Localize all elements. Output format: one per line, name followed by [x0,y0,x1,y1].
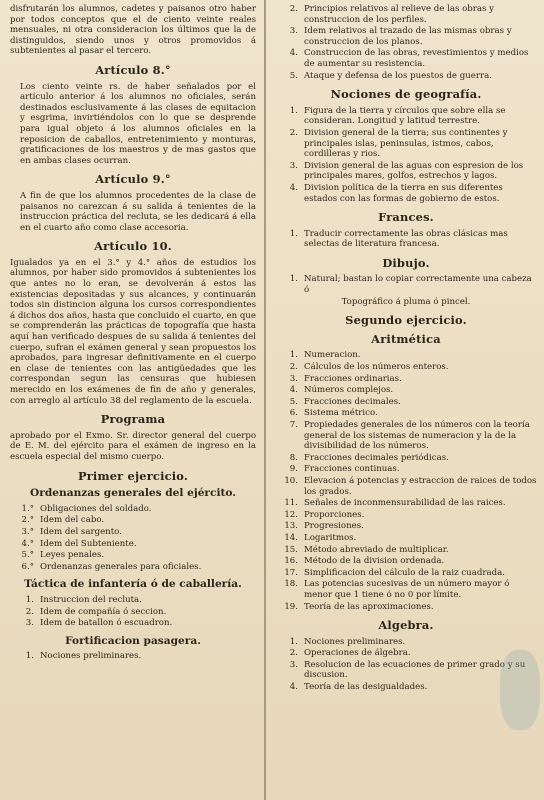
segundo-ejercicio-title: Segundo ejercicio. [345,313,467,328]
column-divider [264,0,266,800]
item-number: 3. [289,659,298,670]
list-item [274,521,538,532]
item-number: 11. [284,498,298,509]
list-item [10,651,256,662]
item-number: 1. [289,274,298,285]
item-text: Logaritmos. [304,532,357,543]
list-item [274,453,538,464]
list-item [274,128,538,160]
item-number: 1. [25,594,34,605]
ordenanzas-list [10,504,256,573]
item-text: Construccion de las obras, revestimientos y medios de aumentar su resistencia. [304,48,529,69]
list-item [10,607,256,618]
list-item [274,579,538,600]
algebra-title: Algebra. [378,618,434,633]
list-item [274,648,538,659]
item-text: Idem del cabo. [40,515,105,526]
item-text: Fracciones continuas. [304,464,400,475]
dibujo-list [274,274,538,295]
list-item [10,562,256,573]
item-number: 5. [289,70,298,81]
dibujo-title: Dibujo. [382,255,430,270]
item-text: Operaciones de álgebra. [304,648,411,659]
item-text: Sistema métrico. [304,408,378,419]
list-item [274,682,538,693]
item-number: 17. [284,567,298,578]
item-text: Progresiones. [304,521,364,532]
item-text: Division general de la tierra; sus continentes y principales islas, peninsulas, istmos, cabos, cordilleras y rios. [304,127,508,160]
list-item [274,660,538,681]
aritmetica-list [274,350,538,612]
item-text: Principios relativos al relieve de las obras y construccion de los perfiles. [304,4,495,25]
list-item [274,637,538,648]
item-number: 4. [289,48,298,59]
item-text: Idem del sargento. [40,526,122,537]
geografia-title: Nociones de geografía. [330,87,482,102]
list-item [274,274,538,295]
item-number: 3. [289,373,298,384]
list-item [274,106,538,127]
fortificacion-title: Fortificacion pasagera. [65,634,201,647]
item-number: 4. [289,385,298,396]
item-text: Nociones preliminares. [304,636,406,647]
item-number: 7. [289,420,298,430]
list-item [274,420,538,452]
programa-title: Programa [100,412,166,427]
list-item [274,568,538,579]
item-number: 13. [284,521,298,532]
list-item [10,539,256,550]
article-9-title: Artículo 9.° [95,172,171,187]
item-number: 1. [289,228,298,239]
item-number: 4. [289,682,298,693]
item-text: Numeracion. [304,350,361,361]
list-item [10,515,256,526]
list-item [274,374,538,385]
list-item [274,556,538,567]
list-item [274,26,538,47]
item-number: 2. [289,127,298,138]
item-number: 6. [289,408,298,419]
item-number: 16. [284,556,298,567]
item-text: Proporciones. [304,509,365,520]
fortificacion-list [10,651,256,662]
list-item [10,618,256,629]
list-item [274,362,538,373]
list-item [10,550,256,561]
intro-paragraph: disfrutarán los alumnos, cadetes y paisanos otro haber por todos conceptos que el de ciento veinte reales mensuales, ni otra consideracion los últimos que la de distinguidos, siendo unos y otros promovidos á subtenientes al pasar el tercero. [10,4,256,57]
list-item [274,4,538,25]
item-text: Natural; bastan lo copiar correctamente una cabeza ó [304,274,532,296]
item-text: Simplificacion del cálculo de la raiz cuadrada. [304,567,505,578]
list-item [10,504,256,515]
item-text: Leyes penales. [40,550,105,561]
item-number: 18. [284,579,298,590]
list-item [274,533,538,544]
list-item [274,408,538,419]
item-number: 1.° [21,503,34,514]
item-number: 4. [289,182,298,193]
item-text: Método abreviado de multiplicar. [304,544,449,555]
list-item [10,527,256,538]
programa-text: aprobado por el Exmo. Sr. director general del cuerpo de E. M. del ejército para el exámen de ingreso en la escuela especial del mismo cuerpo. [10,430,256,462]
item-text: Idem de batallon ó escuadron. [40,618,173,629]
item-text: Señales de inconmensurabilidad de las raices. [304,498,506,509]
item-text: Propiedades generales de los números con la teoría general de los sistemas de numeracion y la de la divisibilidad de los números. [304,420,530,452]
item-text: Teoría de las aproximaciones. [304,601,434,612]
item-text: Teoría de las desigualdades. [304,682,428,693]
list-item [274,48,538,69]
item-text: Idem relativos al trazado de las mismas obras y construccion de los planos. [304,26,512,47]
geografia-list [274,106,538,204]
frances-list [274,229,538,250]
item-text: Fracciones decimales. [304,396,401,407]
article-10-title: Artículo 10. [94,239,172,254]
dibujo-topografico: Topográfico á pluma ó pincel. [341,296,471,307]
list-item [274,602,538,613]
item-text: Fracciones ordinarias. [304,373,402,384]
list-item [274,510,538,521]
item-text: Las potencias sucesivas de un número mayor ó menor que 1 tiene ó no 0 por límite. [304,579,510,600]
item-number: 4.° [21,538,34,549]
item-number: 6.° [21,561,34,572]
item-text: Fracciones decimales periódicas. [304,452,449,463]
item-number: 2. [289,362,298,373]
item-number: 1. [289,350,298,361]
algebra-list [274,637,538,693]
tactica-title: Táctica de infantería ó de caballería. [24,578,242,591]
item-text: Resolucion de las ecuaciones de primer grado y su discusion. [304,659,526,681]
list-item [274,464,538,475]
item-number: 15. [284,544,298,555]
item-text: Cálculos de los números enteros. [304,362,449,373]
item-text: Números complejos. [304,385,394,396]
item-text: Ordenanzas generales para oficiales. [40,561,202,572]
fortificacion-continued-list [274,4,538,81]
item-number: 2. [289,4,298,14]
item-text: Figura de la tierra y círculos que sobre ella se consideran. Longitud y latitud terrestre. [304,105,506,127]
list-item [274,385,538,396]
aritmetica-title: Aritmética [371,331,441,346]
item-number: 3. [25,618,34,629]
list-item [274,498,538,509]
item-text: Idem de compañía ó seccion. [40,606,167,617]
item-number: 2.° [21,515,34,526]
item-text: Ataque y defensa de los puestos de guerra. [304,70,492,81]
item-number: 5. [289,396,298,407]
list-item [274,545,538,556]
tactica-list [10,595,256,629]
item-text: Obligaciones del soldado. [40,503,152,514]
item-number: 12. [284,509,298,520]
item-number: 2. [289,648,298,659]
article-8-text: Los ciento veinte rs. de haber señalados por el artículo anterior á los alumnos no oficiales, serán destinados esclusivamente á las clases de equitacion y esgrima, invirtiéndolos con lo que se desprende para igual objeto á los alumnos oficiales en la reposicion de caballos, entretenimiento y monturas, gratificaciones de los maestros y de mas gastos que en ambas clases ocurran. [20,81,256,166]
list-item [274,183,538,204]
list-item [274,476,538,497]
item-number: 19. [284,601,298,612]
list-item [274,229,538,250]
list-item [274,71,538,82]
item-text: Division política de la tierra en sus diferentes estados con las formas de gobierno de estos. [304,182,503,204]
item-text: Elevacion á potencias y estraccion de raices de todos los grados. [304,475,537,497]
frances-title: Frances. [378,210,434,225]
list-item [274,350,538,361]
list-item [274,161,538,182]
primer-ejercicio-title: Primer ejercicio. [77,468,189,483]
item-number: 3. [289,160,298,171]
item-number: 1. [289,105,298,116]
article-8-title: Artículo 8.° [95,62,171,77]
item-text: Idem del Subteniente. [40,538,137,549]
item-text: Division general de las aguas con espresion de los principales mares, golfos, estrechos y lagos. [304,160,524,182]
item-number: 3.° [21,526,34,537]
article-9-text: A fin de que los alumnos procedentes de la clase de paisanos no carezcan á su salida á tenientes de la instruccion práctica del recluta, se les dedicará á ella en el cuarto año como clase accesoria. [20,190,256,233]
item-number: 1. [289,636,298,647]
ordenanzas-title: Ordenanzas generales del ejército. [30,487,236,500]
item-number: 3. [289,26,298,37]
item-text: Nociones preliminares. [40,651,142,662]
item-number: 10. [284,475,298,486]
item-number: 8. [289,452,298,463]
item-text: Instruccion del recluta. [40,594,142,605]
item-number: 2. [25,606,34,617]
item-text: Traducir correctamente las obras clásicas mas selectas de literatura francesa. [304,228,508,250]
item-number: 9. [289,464,298,475]
paper-stain [500,650,540,730]
item-number: 1. [25,651,34,662]
left-column [0,0,264,800]
item-number: 5.° [21,550,34,561]
list-item [274,397,538,408]
article-10-text: Igualados ya en el 3.° y 4.° años de estudios los alumnos, por haber sido promovidos á subtenientes los que antes no lo eran, se devolverán á estos las existencias depositadas y sus alcances, y continuarán todos sin distincion alguna los cursos correspondientes á dichos dos años, hasta que concluido el cuarto, en que se comprenderán las prácticas de topografía que hasta aquí han verificado despues de su salida á tenientes del cuerpo, sufran el exámen general y sean propuestos los aprobados, para ingresar definitivamente en el cuerpo en clase de tenientes con las antigüedades que les correspondan segun las censuras que hubiesen merecido en los exámenes de fin de año y generales, con arreglo al artículo 38 del reglamento de la escuela. [10,257,257,406]
list-item [10,595,256,606]
item-number: 14. [284,532,298,543]
item-text: Método de la division ordenada. [304,556,445,567]
